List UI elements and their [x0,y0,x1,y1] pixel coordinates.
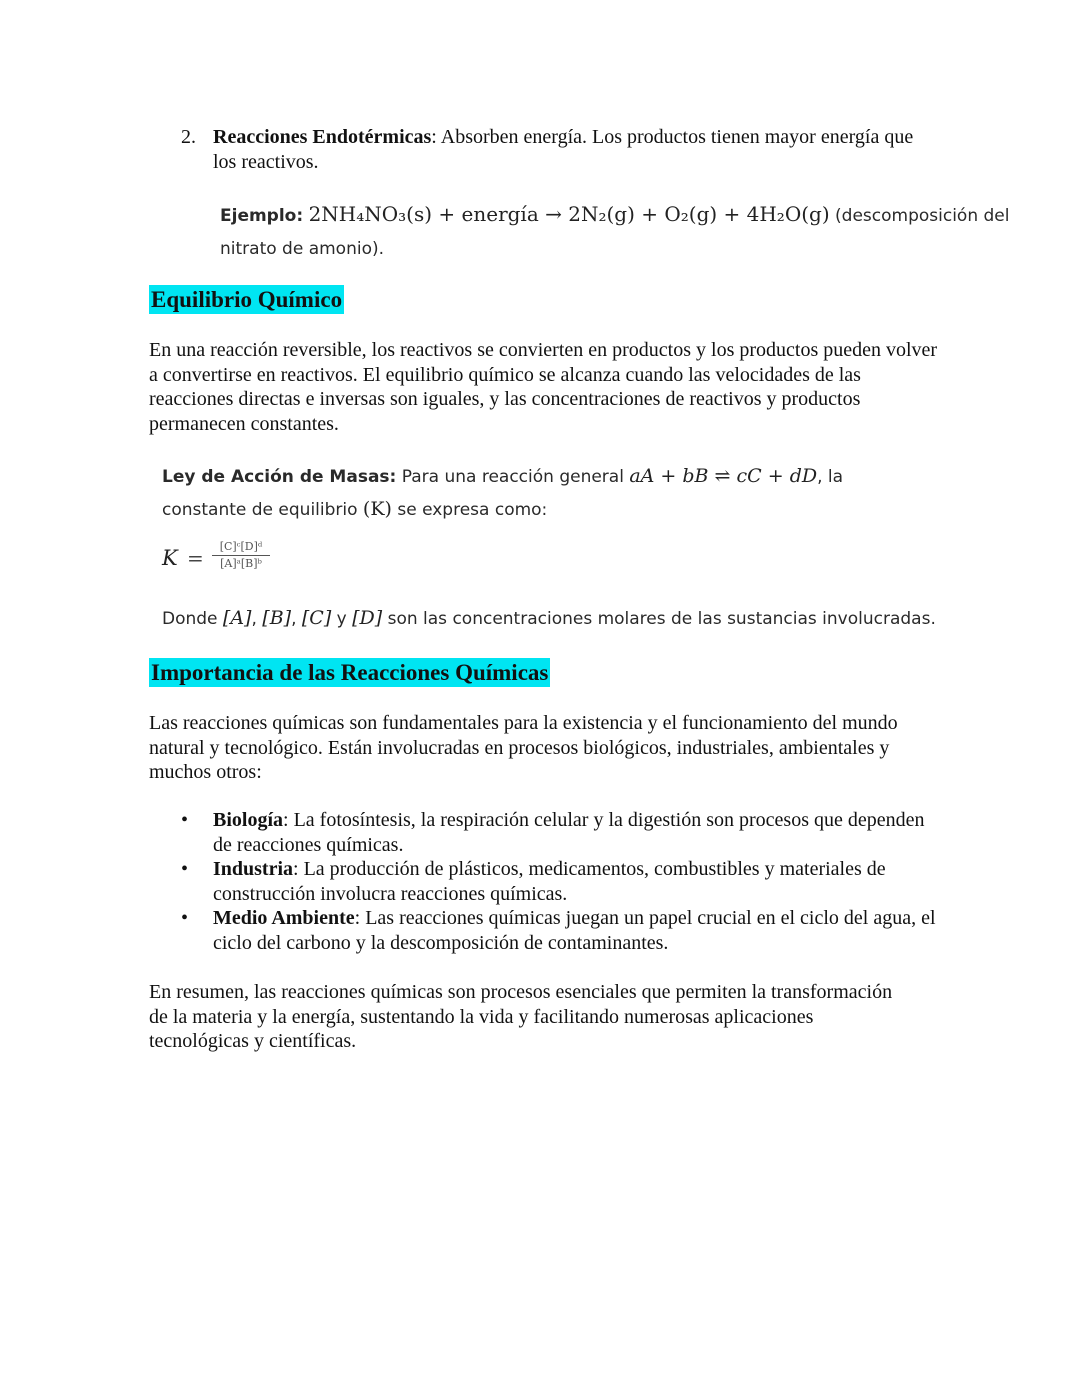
ley-k: (K) [362,498,392,520]
formula-fraction [212,540,270,571]
list-item-medio-ambiente [181,906,941,955]
item-body [213,125,933,174]
donde-text: Donde [162,609,223,629]
applications-list [181,808,941,955]
donde-y: y [331,609,353,629]
ley-text-2: , la constante de equilibrio [162,467,844,520]
section-title-importancia: Importancia de las Reacciones Químicas [151,660,549,685]
list-item-text: : Las reacciones químicas juegan un papel crucial en el ciclo del agua, el ciclo del carbono y la descomposición de contaminantes. [213,907,936,954]
item-description: : Absorben energía. Los productos tienen mayor energía que los reactivos. [213,126,914,173]
donde-sep-1: , [251,609,263,629]
formula-denominator: [A]ᵃ[B]ᵇ [220,557,262,570]
section-title-equilibrio: Equilibrio Químico [151,287,343,312]
list-item-term: Biología [213,809,284,831]
list-item-term: Medio Ambiente [213,907,355,929]
formula-numerator: [C]ᶜ[D]ᵈ [212,540,270,556]
equilibrio-paragraph: En una reacción reversible, los reactivos se convierten en productos y los productos pueden volver a convertirse en reactivos. El equilibrio químico se alcanza cuando las velocidades de las reacciones directas e inversas son iguales, y las concentraciones de reactivos y productos permanecen constantes. [149,339,938,435]
example-label: Ejemplo: [220,206,304,226]
summary-paragraph: En resumen, las reacciones químicas son procesos esenciales que permiten la transformación de la materia y la energía, sustentando la vida y facilitando numerosas aplicaciones tecnológicas y científicas. [149,981,893,1052]
conc-c: [C] [301,607,332,629]
example-block [220,198,1020,266]
example-note: (descomposición del nitrato de amonio). [220,206,1010,259]
list-item-term: Industria [213,858,294,880]
donde-rest: son las concentraciones molares de las sustancias involucradas. [382,609,936,629]
bullet-icon: • [181,858,189,880]
item-term: Reacciones Endotérmicas [213,126,432,148]
ley-text-3: se expresa como: [391,500,548,520]
list-item-text: : La fotosíntesis, la respiración celular y la digestión son procesos que dependen de reacciones químicas. [213,809,925,856]
bullet-icon: • [181,809,189,831]
conc-b: [B] [262,607,292,629]
list-item-text: : La producción de plásticos, medicamentos, combustibles y materiales de construcción involucra reacciones químicas. [213,858,886,905]
conc-d: [D] [352,607,383,629]
conc-a: [A] [222,607,252,629]
ley-label: Ley de Acción de Masas: [162,467,397,487]
donde-sep-2: , [291,609,302,629]
importancia-paragraph: Las reacciones químicas son fundamentales para la existencia y el funcionamiento del mundo natural y tecnológico. Están involucradas en procesos biológicos, industriales, ambientales y muchos otros: [149,712,898,783]
donde-line [162,604,962,633]
ley-text-1: Para una reacción general [396,467,630,487]
formula-equals: = [187,546,204,570]
bullet-icon: • [181,907,189,929]
example-equation: 2NH₄NO₃(s) + energía → 2N₂(g) + O₂(g) + 4H₂O(g) [308,202,830,226]
list-item-industria [181,857,941,906]
ley-reaction: aA + bB ⇌ cC + dD [629,465,818,487]
list-item-biologia [181,808,941,857]
item-number: 2. [181,126,196,148]
ley-accion-masas [162,460,922,526]
formula-lhs: K [162,546,178,570]
